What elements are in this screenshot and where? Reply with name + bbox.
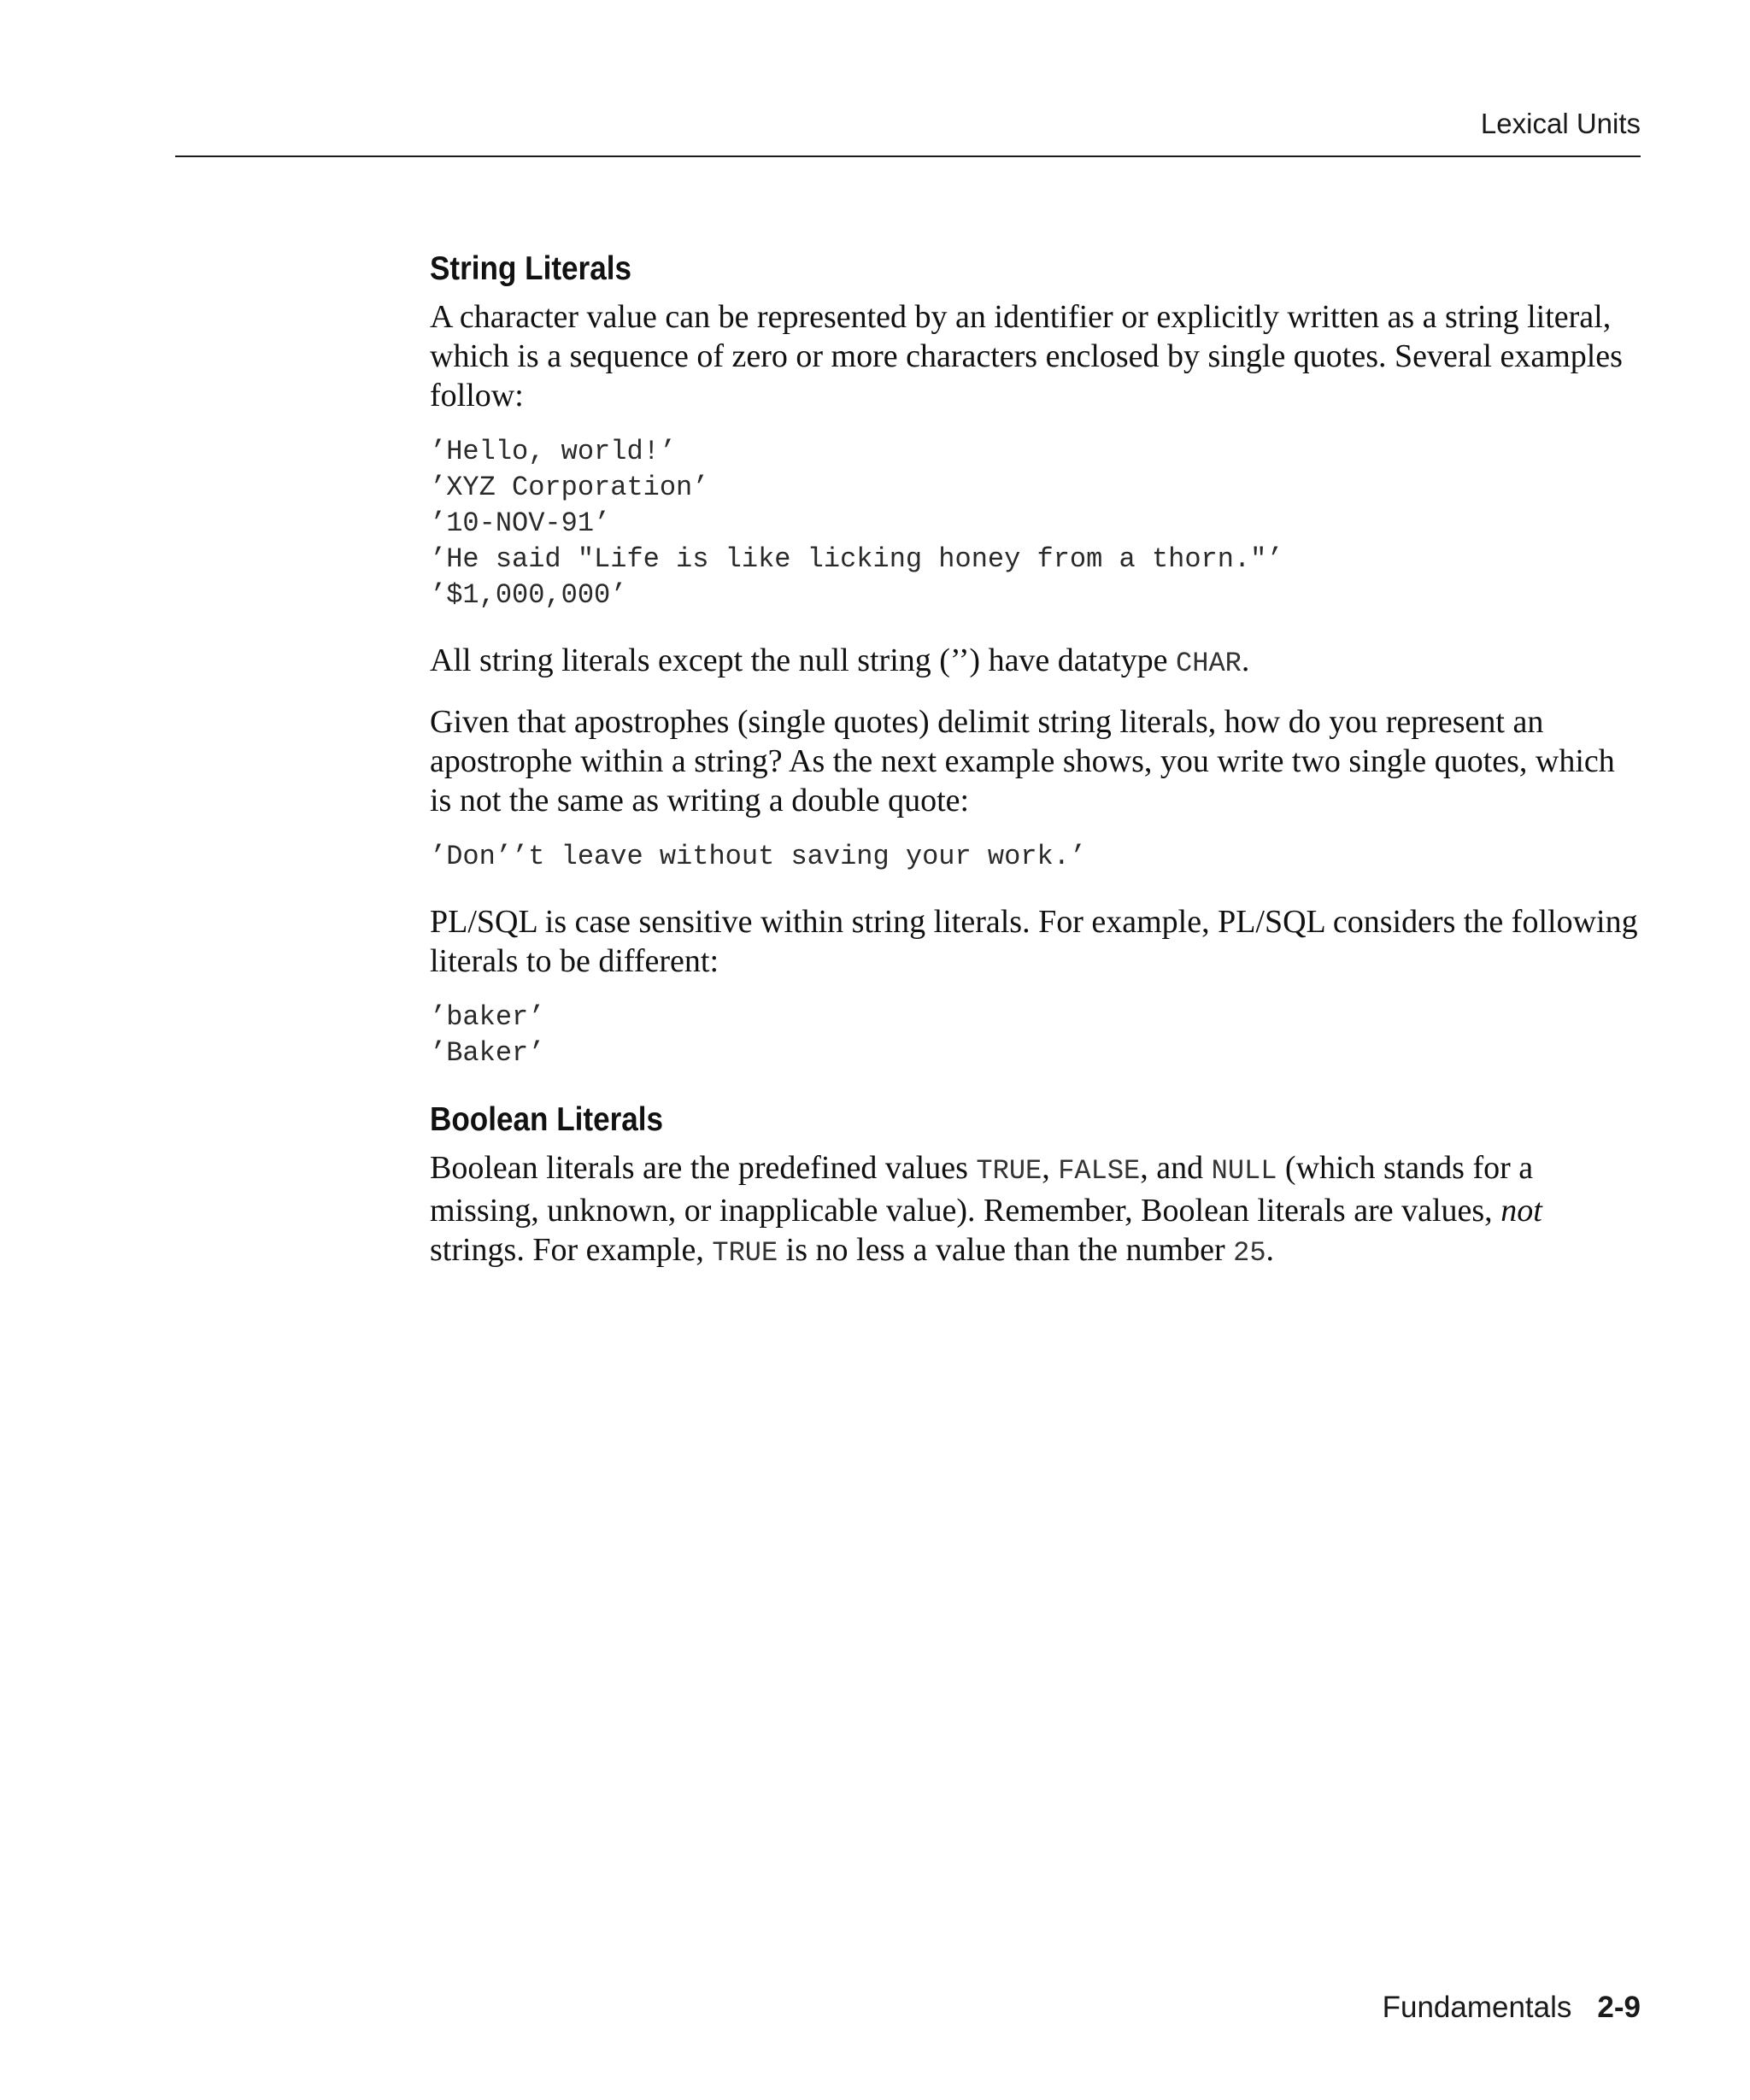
case-sensitivity-paragraph: PL/SQL is case sensitive within string literals. For example, PL/SQL considers the following literals to be different: [430, 904, 1638, 979]
text-run: . [1266, 1232, 1275, 1268]
code-line: ’Baker’ [430, 1037, 545, 1069]
code-line: ’Hello, world!’ [430, 436, 677, 467]
page-content [430, 248, 1643, 1292]
page-footer [1383, 1991, 1641, 2025]
code-false: FALSE [1058, 1155, 1141, 1187]
code-line: ’10-NOV-91’ [430, 507, 611, 539]
code-true: TRUE [976, 1155, 1042, 1187]
emphasis-not: not [1500, 1193, 1542, 1229]
datatype-paragraph [430, 641, 1643, 683]
boolean-paragraph [430, 1148, 1643, 1273]
apostrophe-code-block [430, 839, 1643, 875]
running-head: Lexical Units [1480, 108, 1641, 139]
datatype-end: . [1241, 642, 1250, 678]
code-line: ’Don’’t leave without saving your work.’ [430, 841, 1087, 872]
string-literals-intro: A character value can be represented by an identifier or explicitly written as a string literal, which is a sequence of zero or more characters enclosed by single quotes. Several examples follow: [430, 299, 1623, 414]
text-run: Boolean literals are the predefined values [430, 1150, 977, 1186]
code-line: ’baker’ [430, 1001, 545, 1033]
header-rule [175, 155, 1641, 157]
code-number: 25 [1233, 1237, 1266, 1269]
section-heading-string-literals: String Literals [430, 250, 632, 287]
text-run: is no less a value than the number [778, 1232, 1234, 1268]
code-true: TRUE [712, 1237, 778, 1269]
datatype-code: CHAR [1176, 648, 1242, 679]
string-examples-code-block [430, 434, 1643, 613]
text-run: , [1042, 1150, 1059, 1186]
text-run: strings. For example, [430, 1232, 713, 1268]
code-null: NULL [1211, 1155, 1277, 1187]
text-run: , and [1140, 1150, 1212, 1186]
case-examples-code-block [430, 1000, 1643, 1071]
datatype-text: All string literals except the null string (’’) have datatype [430, 642, 1177, 678]
section-heading-boolean-literals: Boolean Literals [430, 1101, 664, 1138]
code-line: ’$1,000,000’ [430, 579, 627, 611]
apostrophe-paragraph: Given that apostrophes (single quotes) delimit string literals, how do you represent an apostrophe within a string? As the next example shows, you write two single quotes, which is not the same as writing a double quote: [430, 704, 1615, 818]
footer-chapter: Fundamentals [1382, 1991, 1572, 2024]
text-run: (which stands for a missing, unknown, or inapplicable value). Remember, Boolean literals are values, [430, 1150, 1534, 1229]
code-line: ’He said "Life is like licking honey from a thorn."’ [430, 543, 1283, 575]
code-line: ’XYZ Corporation’ [430, 472, 709, 503]
page-number: 2-9 [1597, 1991, 1641, 2024]
